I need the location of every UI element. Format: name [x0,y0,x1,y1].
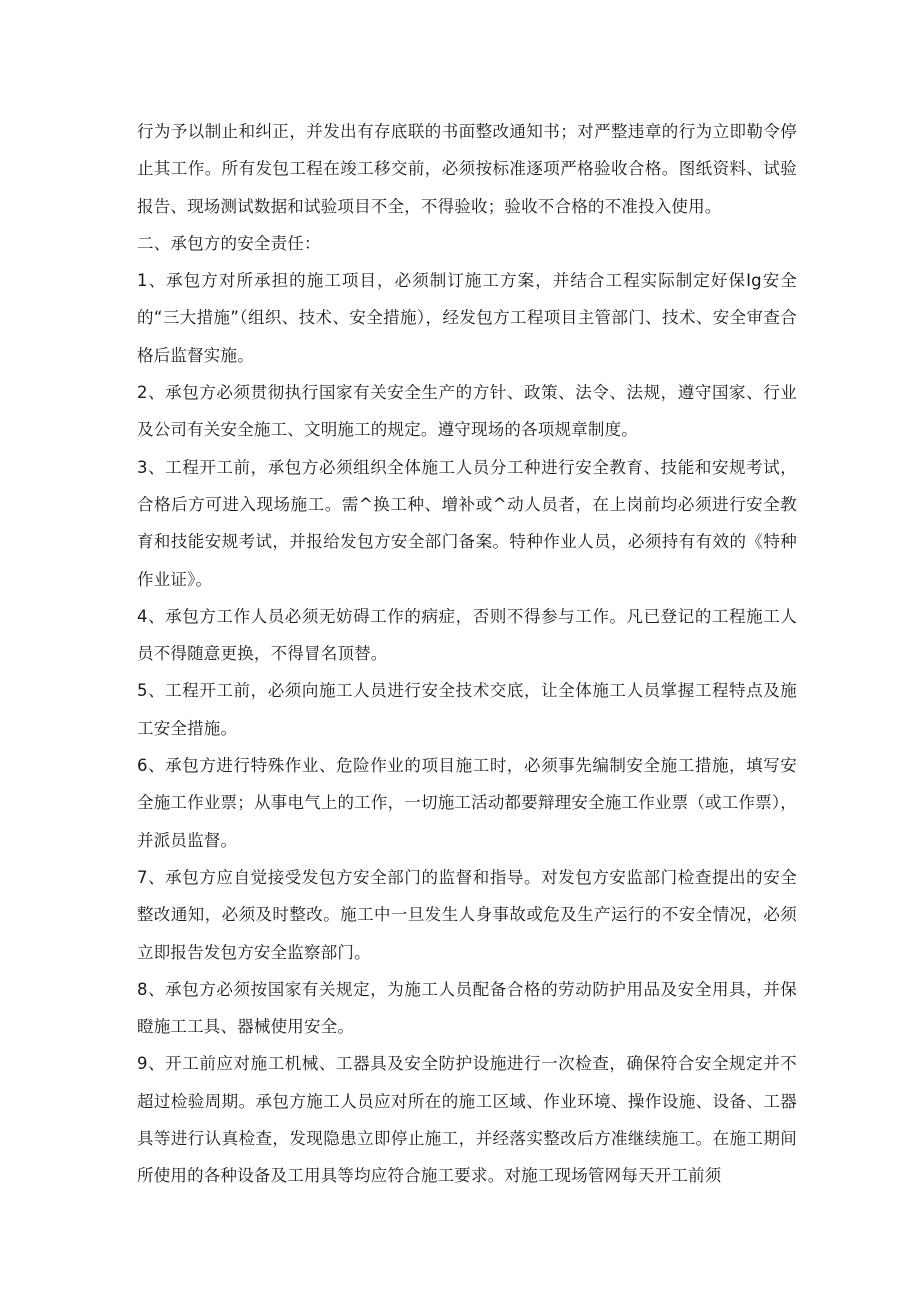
clause-9: 9、开工前应对施工机械、工器具及安全防护设施进行一次检查，确保符合安全规定并不超过检验周期。承包方施工人员应对所在的施工区域、作业环境、操作设施、设备、工器具等进行认真检查，发现隐患立即停止施工，并经落实整改后方准继续施工。在施工期间所使用的各种设备及工用具等均应符合施工要求。对施工现场管网每天开工前须 [137,1054,797,1186]
paragraph-intro-continuation: 行为予以制止和纠正，并发出有存底联的书面整改通知书；对严整违章的行为立即勒令停止其工作。所有发包工程在竣工移交前，必须按标准逐项严格验收合格。图纸资料、试验报告、现场测试数据和试验项目不全，不得验收；验收不合格的不准投入使用。 [137,122,797,216]
clause-2: 2、承包方必须贯彻执行国家有关安全生产的方针、政策、法令、法规，遵守国家、行业及公司有关安全施工、文明施工的规定。遵守现场的各项规章制度。 [137,383,797,440]
clause-7: 7、承包方应自觉接受发包方安全部门的监督和指导。对发包方安监部门检查提出的安全整改通知，必须及时整改。施工中一旦发生人身事故或危及生产运行的不安全情况，必须立即报告发包方安全监察部门。 [137,867,797,962]
clause-5: 5、工程开工前，必须向施工人员进行安全技术交底，让全体施工人员掌握工程特点及施工安全措施。 [137,681,797,738]
document-body [137,113,797,1195]
clause-1: 1、承包方对所承担的施工项目，必须制订施工方案，并结合工程实际制定好保Ig安全的“三大措施”（组织、技术、安全措施），经发包方工程项目主管部门、技术、安全审查合格后监督实施。 [137,271,797,365]
clause-8: 8、承包方必须按国家有关规定，为施工人员配备合格的劳动防护用品及安全用具，并保瞪施工工具、器械使用安全。 [137,979,797,1037]
clause-3: 3、工程开工前，承包方必须组织全体施工人员分工种进行安全教育、技能和安规考试，合格后方可进入现场施工。需^换工种、增补或^动人员者，在上岗前均必须进行安全教育和技能安规考试，并报给发包方安全部门备案。特种作业人员，必须持有有效的《特种作业证》。 [137,457,797,589]
clause-6: 6、承包方进行特殊作业、危险作业的项目施工时，必须事先编制安全施工措施，填写安全施工作业票；从事电气上的工作，一切施工活动都要辩理安全施工作业票（或工作票），并派员监督。 [137,756,797,850]
clause-4: 4、承包方工作人员必须无妨碍工作的病症，否则不得参与工作。凡已登记的工程施工人员不得随意更换，不得冒名顶替。 [137,606,797,664]
section-heading: 二、承包方的安全责任： [137,233,321,253]
